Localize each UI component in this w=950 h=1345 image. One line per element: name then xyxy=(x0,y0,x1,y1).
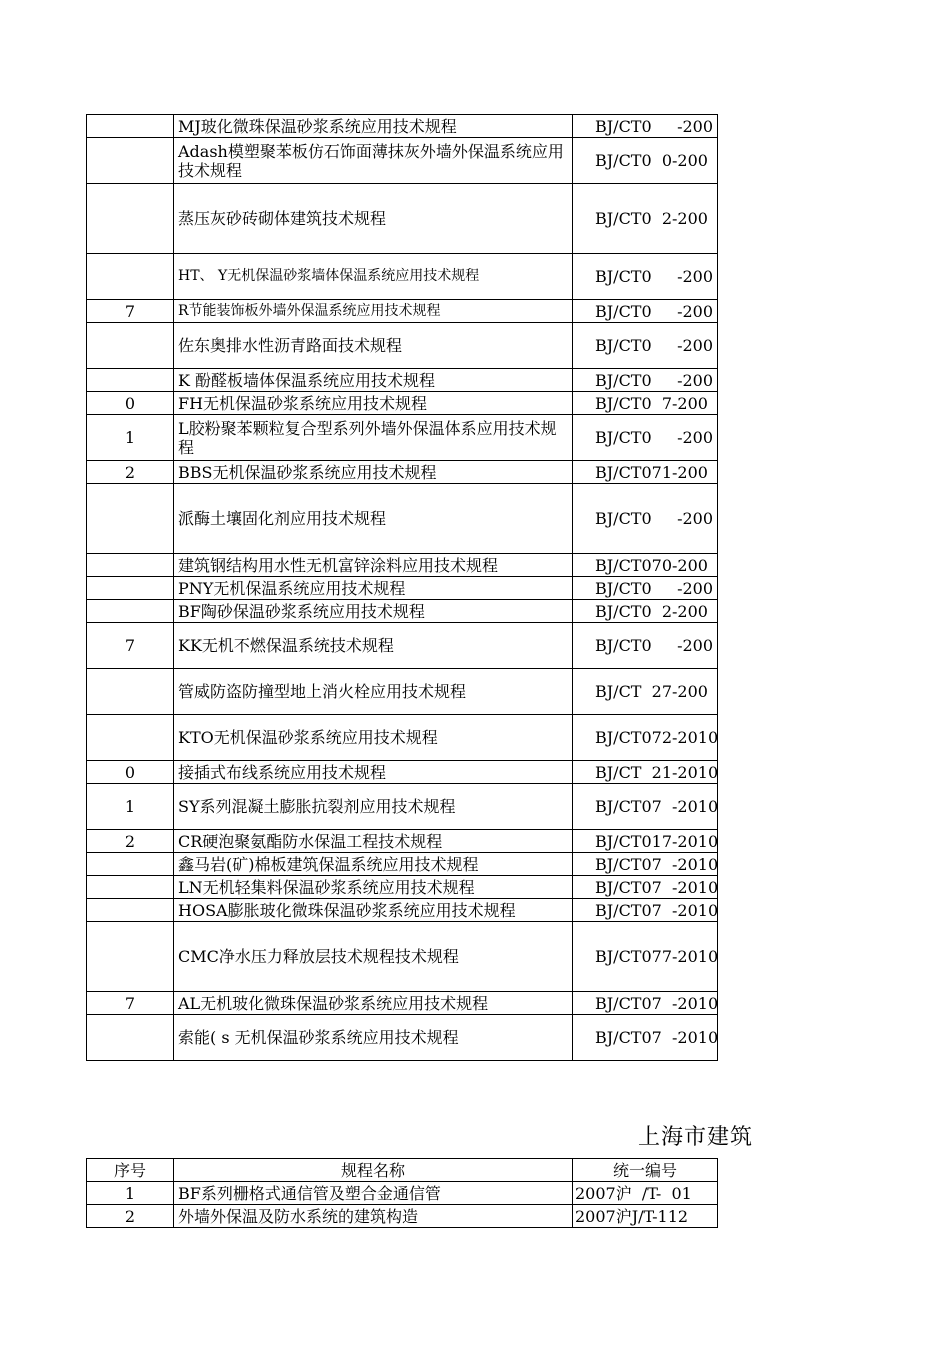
table-row xyxy=(87,323,718,369)
standard-name: BF系列栅格式通信管及塑合金通信管 xyxy=(174,1182,573,1205)
row-number: 0 xyxy=(87,761,174,784)
standard-code: BJ/CT0 0-200 xyxy=(573,138,718,184)
table-row xyxy=(87,1015,718,1061)
standard-code: BJ/CT0 7-200 xyxy=(573,392,718,415)
standard-code: 2007沪J/T-112 xyxy=(573,1205,718,1228)
standard-code: BJ/CT0 2-200 xyxy=(573,600,718,623)
table-row xyxy=(87,415,718,461)
standard-name: AL无机玻化微珠保温砂浆系统应用技术规程 xyxy=(174,992,573,1015)
table-row xyxy=(87,899,718,922)
standards-table-2-body xyxy=(87,1182,718,1228)
table-row xyxy=(87,184,718,254)
standard-code: BJ/CT07 -2010 xyxy=(573,1015,718,1061)
table-row xyxy=(87,484,718,554)
row-number xyxy=(87,600,174,623)
standard-name: 外墙外保温及防水系统的建筑构造 xyxy=(174,1205,573,1228)
standard-code: BJ/CT0 2-200 xyxy=(573,184,718,254)
standard-code: BJ/CT07 -2010 xyxy=(573,853,718,876)
standard-code: BJ/CT0 -200 xyxy=(573,484,718,554)
standard-code: BJ/CT0 -200 xyxy=(573,577,718,600)
row-number: 7 xyxy=(87,992,174,1015)
row-number xyxy=(87,1015,174,1061)
standard-name: KK无机不燃保温系统技术规程 xyxy=(174,623,573,669)
table-row xyxy=(87,1205,718,1228)
standard-code: BJ/CT0 -200 xyxy=(573,369,718,392)
row-number: 1 xyxy=(87,415,174,461)
standard-code: BJ/CT07 -2010 xyxy=(573,899,718,922)
table-row xyxy=(87,784,718,830)
row-number xyxy=(87,899,174,922)
standard-name: CR硬泡聚氨酯防水保温工程技术规程 xyxy=(174,830,573,853)
standards-table-1-body xyxy=(87,115,718,1061)
standard-code: BJ/CT07 -2010 xyxy=(573,992,718,1015)
standard-code: BJ/CT 27-200 xyxy=(573,669,718,715)
table-row xyxy=(87,115,718,138)
row-number xyxy=(87,115,174,138)
standard-name: KTO无机保温砂浆系统应用技术规程 xyxy=(174,715,573,761)
row-number xyxy=(87,554,174,577)
standard-name: 索能( s 无机保温砂浆系统应用技术规程 xyxy=(174,1015,573,1061)
standard-name: BBS无机保温砂浆系统应用技术规程 xyxy=(174,461,573,484)
standard-name: 接插式布线系统应用技术规程 xyxy=(174,761,573,784)
standard-name: 佐东奥排水性沥青路面技术规程 xyxy=(174,323,573,369)
standards-table-2 xyxy=(86,1158,718,1228)
row-number: 1 xyxy=(87,784,174,830)
row-number xyxy=(87,577,174,600)
header-name: 规程名称 xyxy=(174,1159,573,1182)
table-row xyxy=(87,922,718,992)
standard-name: 鑫马岩(矿)棉板建筑保温系统应用技术规程 xyxy=(174,853,573,876)
section-title: 上海市建筑 xyxy=(638,1125,754,1150)
table-row xyxy=(87,830,718,853)
row-number xyxy=(87,715,174,761)
table-row xyxy=(87,138,718,184)
table-row xyxy=(87,1182,718,1205)
standard-code: BJ/CT0 -200 xyxy=(573,323,718,369)
row-number: 2 xyxy=(87,830,174,853)
table-row xyxy=(87,853,718,876)
standard-name: SY系列混凝土膨胀抗裂剂应用技术规程 xyxy=(174,784,573,830)
standard-name: FH无机保温砂浆系统应用技术规程 xyxy=(174,392,573,415)
table-row xyxy=(87,992,718,1015)
table-row xyxy=(87,761,718,784)
standard-code: BJ/CT072-2010 xyxy=(573,715,718,761)
row-number xyxy=(87,138,174,184)
standard-code: 2007沪 /T- 01 xyxy=(573,1182,718,1205)
table-row xyxy=(87,369,718,392)
standard-name: LN无机轻集料保温砂浆系统应用技术规程 xyxy=(174,876,573,899)
row-number xyxy=(87,369,174,392)
standard-name: 派酶土壤固化剂应用技术规程 xyxy=(174,484,573,554)
table-row xyxy=(87,577,718,600)
standard-name: MJ玻化微珠保温砂浆系统应用技术规程 xyxy=(174,115,573,138)
standard-code: BJ/CT017-2010 xyxy=(573,830,718,853)
standard-name: L胶粉聚苯颗粒复合型系列外墙外保温体系应用技术规程 xyxy=(174,415,573,461)
table-row xyxy=(87,669,718,715)
standard-code: BJ/CT071-200 xyxy=(573,461,718,484)
standard-code: BJ/CT 21-2010 xyxy=(573,761,718,784)
table-row xyxy=(87,461,718,484)
standard-name: R节能装饰板外墙外保温系统应用技术规程 xyxy=(174,300,573,323)
standard-code: BJ/CT0 -200 xyxy=(573,115,718,138)
row-number xyxy=(87,484,174,554)
standard-name: BF陶砂保温砂浆系统应用技术规程 xyxy=(174,600,573,623)
standard-code: BJ/CT07 -2010 xyxy=(573,876,718,899)
standard-code: BJ/CT0 -200 xyxy=(573,254,718,300)
row-number: 0 xyxy=(87,392,174,415)
standard-name: K 酚醛板墙体保温系统应用技术规程 xyxy=(174,369,573,392)
standard-name: HT、 Y无机保温砂浆墙体保温系统应用技术规程 xyxy=(174,254,573,300)
row-number: 2 xyxy=(87,461,174,484)
table-row xyxy=(87,254,718,300)
row-number xyxy=(87,254,174,300)
table-row xyxy=(87,600,718,623)
table-row xyxy=(87,876,718,899)
standard-code: BJ/CT0 -200 xyxy=(573,623,718,669)
standard-code: BJ/CT0 -200 xyxy=(573,300,718,323)
table-row xyxy=(87,715,718,761)
standard-name: CMC净水压力释放层技术规程技术规程 xyxy=(174,922,573,992)
row-number xyxy=(87,184,174,254)
row-number xyxy=(87,853,174,876)
standard-code: BJ/CT07 -2010 xyxy=(573,784,718,830)
row-number xyxy=(87,876,174,899)
header-number: 序号 xyxy=(87,1159,174,1182)
standard-name: HOSA膨胀玻化微珠保温砂浆系统应用技术规程 xyxy=(174,899,573,922)
row-number xyxy=(87,669,174,715)
table-row xyxy=(87,392,718,415)
table-row xyxy=(87,300,718,323)
row-number xyxy=(87,323,174,369)
standard-code: BJ/CT070-200 xyxy=(573,554,718,577)
table-row xyxy=(87,623,718,669)
row-number: 7 xyxy=(87,623,174,669)
header-code: 统一编号 xyxy=(573,1159,718,1182)
standard-name: PNY无机保温系统应用技术规程 xyxy=(174,577,573,600)
row-number xyxy=(87,922,174,992)
standard-code: BJ/CT077-2010 xyxy=(573,922,718,992)
row-number: 1 xyxy=(87,1182,174,1205)
standard-code: BJ/CT0 -200 xyxy=(573,415,718,461)
row-number: 7 xyxy=(87,300,174,323)
standard-name: 管威防盗防撞型地上消火栓应用技术规程 xyxy=(174,669,573,715)
table-header-row xyxy=(87,1159,718,1182)
standards-table-1 xyxy=(86,114,718,1061)
row-number: 2 xyxy=(87,1205,174,1228)
standard-name: 蒸压灰砂砖砌体建筑技术规程 xyxy=(174,184,573,254)
standard-name: 建筑钢结构用水性无机富锌涂料应用技术规程 xyxy=(174,554,573,577)
standard-name: Adash模塑聚苯板仿石饰面薄抹灰外墙外保温系统应用技术规程 xyxy=(174,138,573,184)
table-row xyxy=(87,554,718,577)
